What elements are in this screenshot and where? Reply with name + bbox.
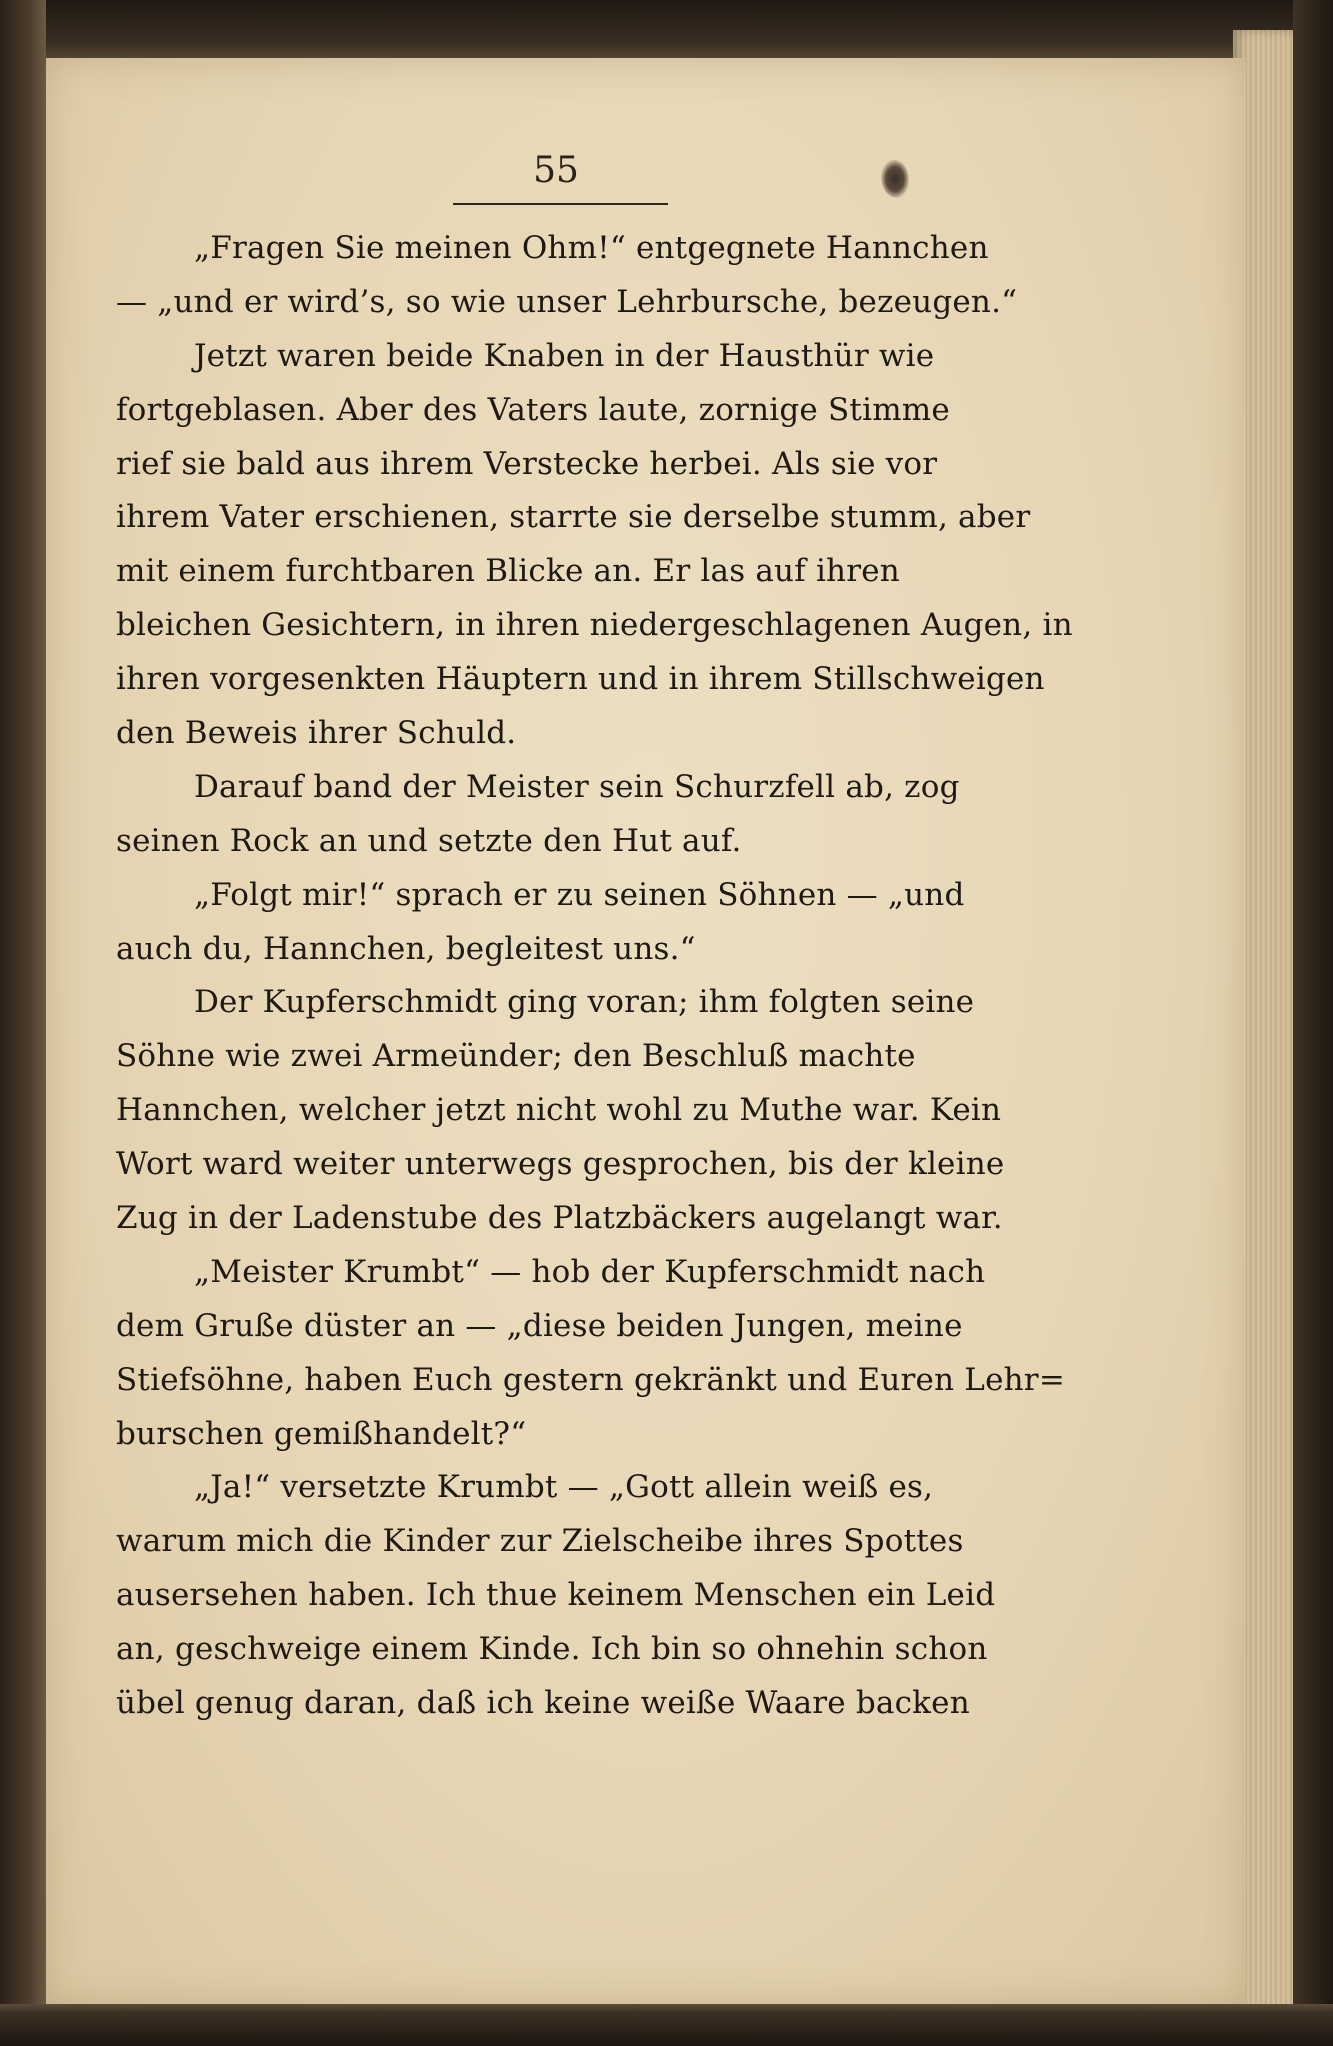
text-line: „Folgt mir!“ sprach er zu seinen Söhnen — „und [194,876,965,913]
text-line: Wort ward weiter unterwegs gesprochen, bis der kleine [116,1146,1005,1183]
body-text [116,222,1073,1731]
text-line: mit einem furchtbaren Blicke an. Er las auf ihren [116,553,900,590]
text-line: Söhne wie zwei Armeünder; den Beschluß machte [116,1038,916,1075]
text-line: Zug in der Ladenstube des Platzbäckers augelangt war. [116,1200,1003,1237]
book-cover-top [0,0,1333,62]
text-line: Hannchen, welcher jetzt nicht wohl zu Muthe war. Kein [116,1092,1002,1129]
text-line: den Beweis ihrer Schuld. [116,715,517,752]
text-line: fortgeblasen. Aber des Vaters laute, zornige Stimme [116,391,950,428]
text-line: „Meister Krumbt“ — hob der Kupferschmidt nach [194,1253,986,1290]
text-line: Der Kupferschmidt ging voran; ihm folgten seine [194,984,975,1021]
text-line: — „und er wird’s, so wie unser Lehrbursche, bezeugen.“ [116,283,1018,320]
book-cover-left [0,0,46,2046]
text-line: ihrem Vater erschienen, starrte sie derselbe stumm, aber [116,499,1031,536]
book-cover-right [1293,0,1333,2046]
text-line: ausersehen haben. Ich thue keinem Menschen ein Leid [116,1577,996,1614]
text-line: rief sie bald aus ihrem Verstecke herbei. Als sie vor [116,445,938,482]
text-line: dem Gruße düster an — „diese beiden Jungen, meine [116,1307,963,1344]
text-line: auch du, Hannchen, begleitest uns.“ [116,930,696,967]
text-line: Jetzt waren beide Knaben in der Hausthür wie [194,337,935,374]
text-line: übel genug daran, daß ich keine weiße Waare backen [116,1685,970,1722]
text-line: ihren vorgesenkten Häuptern und in ihrem Stillschweigen [116,661,1045,698]
text-line: seinen Rock an und setzte den Hut auf. [116,822,742,859]
page-number: 55 [533,150,579,191]
text-line: an, geschweige einem Kinde. Ich bin so ohnehin schon [116,1631,988,1668]
text-line: „Ja!“ versetzte Krumbt — „Gott allein weiß es, [194,1469,934,1506]
text-line: warum mich die Kinder zur Zielscheibe ihres Spottes [116,1523,964,1560]
text-line: bleichen Gesichtern, in ihren niedergeschlagenen Augen, in [116,607,1073,644]
text-line: „Fragen Sie meinen Ohm!“ entgegnete Hannchen [194,230,989,266]
text-line: burschen gemißhandelt?“ [116,1415,527,1452]
header-rule [453,203,668,205]
ink-stain [881,160,909,198]
text-line: Darauf band der Meister sein Schurzfell ab, zog [194,768,960,805]
text-line: Stiefsöhne, haben Euch gestern gekränkt und Euren Lehr= [116,1361,1065,1398]
book-cover-bottom [0,2004,1333,2046]
